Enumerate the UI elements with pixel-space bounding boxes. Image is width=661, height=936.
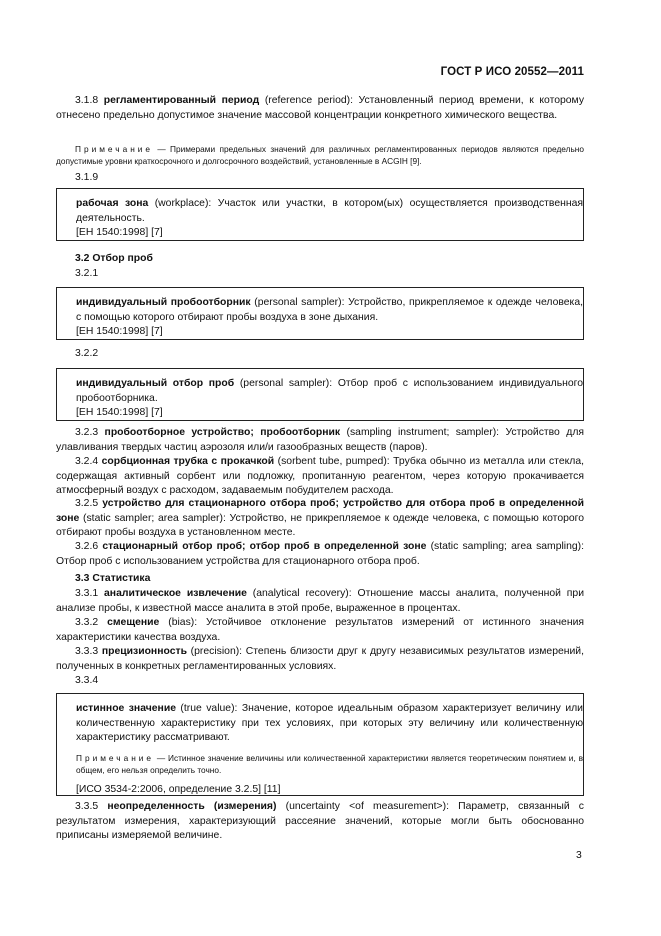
definition-box-3-1-9 xyxy=(56,188,584,241)
note-3-1-8 xyxy=(56,143,584,168)
definition: (reference period): Установленный период времени, к которому отнесено предельно допустимое значение массовой концентрации конкретного химического вещества. xyxy=(56,95,585,121)
clause-3-1-9-number: 3.1.9 xyxy=(75,172,99,183)
reference: [ЕН 1540:1998] [7] xyxy=(76,326,163,338)
definition: (true value): Значение, которое идеальным образом характеризует величину или количественную характеристику при тех условиях, при которых эту величину или количественную характеристику рассматривают. xyxy=(76,703,583,744)
term: индивидуальный отбор проб xyxy=(76,378,235,389)
clause-3-2-1-number: 3.2.1 xyxy=(75,268,99,279)
definition-text xyxy=(76,702,583,746)
clause-3-2-6 xyxy=(56,540,584,569)
definition: (analytical recovery): Отношение массы аналита, полученной при анализе пробы, к известной массе аналита в этой пробе, выраженное в процентах. xyxy=(56,588,584,614)
definition-box-3-2-2 xyxy=(56,368,584,421)
definition: (personal sampler): Отбор проб с использованием индивидуального пробоотборника. xyxy=(76,378,583,404)
clause-number: 3.3.3 xyxy=(75,646,99,657)
term: прецизионность xyxy=(101,646,187,657)
clause-number: 3.2.5 xyxy=(75,498,99,509)
term: пробоотборное устройство; пробоотборник xyxy=(104,427,341,438)
note-label: Примечание xyxy=(75,144,154,154)
clause-3-2-2-number: 3.2.2 xyxy=(75,348,99,359)
term: рабочая зона xyxy=(76,198,149,209)
page-number: 3 xyxy=(576,850,582,861)
clause-3-3-2 xyxy=(56,616,584,645)
reference: [ИСО 3534-2:2006, определение 3.2.5] [11] xyxy=(76,783,281,795)
definition: (sampling instrument; sampler): Устройство для улавливания твердых частиц аэрозоля или/и газообразных веществ (паров). xyxy=(56,427,585,453)
clause-3-2-3 xyxy=(56,426,584,455)
term: неопределенность (измерения) xyxy=(107,801,277,812)
definition-box-3-2-1 xyxy=(56,287,584,340)
box-content xyxy=(57,197,583,241)
note-text: — Истинное значение величины или количественной характеристики является теоретическим понятием и, в общем, его нельзя определить точно. xyxy=(76,752,583,776)
box-content xyxy=(57,296,583,340)
definition: (precision): Степень близости друг к другу независимых результатов измерений, полученных в конкретных регламентированных условиях. xyxy=(56,646,584,672)
clause-3-3-4-number: 3.3.4 xyxy=(75,675,99,686)
term: аналитическое извлечение xyxy=(104,588,247,599)
box-note xyxy=(76,752,583,777)
clause-number: 3.1.8 xyxy=(75,95,99,106)
clause-number: 3.2.6 xyxy=(75,541,99,552)
term: сорбционная трубка с прокачкой xyxy=(101,456,275,467)
note-label: Примечание xyxy=(76,752,155,763)
clause-number: 3.3.2 xyxy=(75,617,99,628)
term: стационарный отбор проб; отбор проб в определенной зоне xyxy=(102,541,427,552)
clause-3-3-1 xyxy=(56,587,584,616)
definition: (uncertainty <of measurement>): Параметр, связанный с результатом измерения, характеризующий рассеяние значений, которые могли быть обоснованно приписаны измеряемой величине. xyxy=(56,801,585,842)
term: смещение xyxy=(107,617,160,628)
clause-3-1-8 xyxy=(56,94,584,123)
clause-number: 3.2.4 xyxy=(75,456,99,467)
clause-3-3-3 xyxy=(56,645,584,674)
standard-id-header: ГОСТ Р ИСО 20552—2011 xyxy=(440,66,584,78)
note-text: — Примерами предельных значений для различных регламентированных периодов являются предельно допустимые уровни краткосрочного и долгосрочного воздействий, установленные в ACGIH [9]. xyxy=(56,144,584,167)
section-3-3-title: 3.3 Статистика xyxy=(75,573,151,584)
clause-3-2-4 xyxy=(56,455,584,499)
reference: [ЕН 1540:1998] [7] xyxy=(76,407,163,419)
term: регламентированный период xyxy=(103,95,260,106)
clause-number: 3.2.3 xyxy=(75,427,99,438)
clause-3-2-5 xyxy=(56,497,584,541)
definition: (personal sampler): Устройство, прикрепляемое к одежде человека, с помощью которого отбирают пробы воздуха в зоне дыхания. xyxy=(76,297,583,323)
term: истинное значение xyxy=(76,703,176,714)
definition: (static sampling; area sampling): Отбор проб с использованием устройства для стационарного отбора проб. xyxy=(56,541,585,567)
definition-box-3-3-4 xyxy=(56,693,584,796)
term: устройство для стационарного отбора проб; устройство для отбора проб в определенной зоне xyxy=(56,498,585,524)
box-content xyxy=(57,377,583,421)
section-3-2-title: 3.2 Отбор проб xyxy=(75,253,153,264)
definition-text xyxy=(76,377,583,406)
definition-text xyxy=(76,197,583,226)
clause-number: 3.3.5 xyxy=(75,801,99,812)
definition: (workplace): Участок или участки, в котором(ых) осуществляется производственная деятельность. xyxy=(76,198,583,224)
clause-3-3-5 xyxy=(56,800,584,844)
definition: (sorbent tube, pumped): Трубка обычно из металла или стекла, содержащая активный сорбент или подложку, пропитанную реагентом, через которую прокачивается атмосферный воздух с расходом, задаваемым побудителем расхода. xyxy=(56,456,584,497)
clause-number: 3.3.1 xyxy=(75,588,99,599)
box-content xyxy=(57,702,583,797)
term: индивидуальный пробоотборник xyxy=(76,297,251,308)
definition: (bias): Устойчивое отклонение результатов измерений от истинного значения характеристики качества воздуха. xyxy=(56,617,584,643)
reference: [ЕН 1540:1998] [7] xyxy=(76,227,163,239)
definition: (static sampler; area sampler): Устройство, не прикрепляемое к одежде человека, с помощью которого отбирают пробы воздуха в установленном месте. xyxy=(56,512,584,539)
definition-text xyxy=(76,296,583,325)
